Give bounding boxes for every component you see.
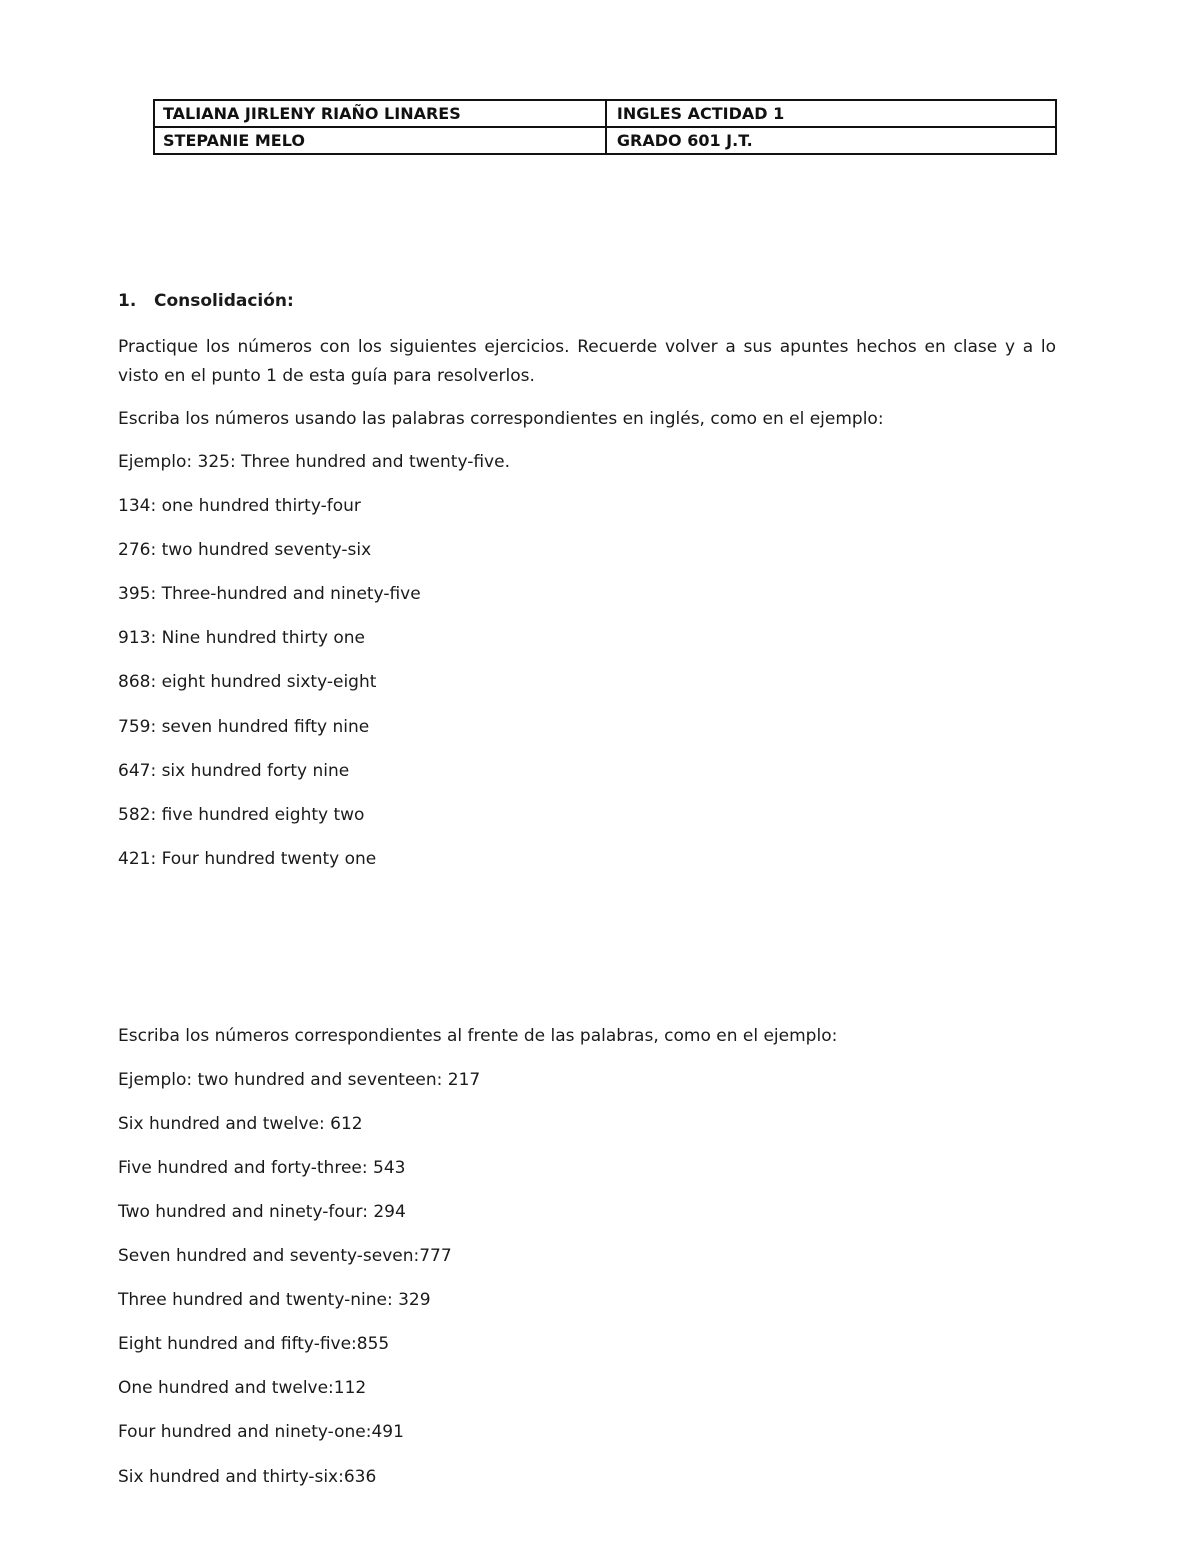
intro-paragraph: Practique los números con los siguientes ejercicios. Recuerde volver a sus apuntes hechos en clase y a lo visto en el punto 1 de esta guía para resolverlos. (118, 337, 1056, 386)
header-table (153, 99, 1057, 155)
activity-title: INGLES ACTIDAD 1 (606, 100, 1056, 127)
example-numbers: Ejemplo: two hundred and seventeen: 217 (118, 1070, 481, 1090)
answer-numbers-6: Eight hundred and fifty-five:855 (118, 1334, 390, 1354)
answer-words-6: 759: seven hundred fifty nine (118, 717, 370, 737)
answer-words-1: 134: one hundred thirty-four (118, 496, 361, 516)
answer-numbers-2: Five hundred and forty-three: 543 (118, 1158, 406, 1178)
answer-numbers-4: Seven hundred and seventy-seven:777 (118, 1246, 452, 1266)
answer-words-9: 421: Four hundred twenty one (118, 849, 377, 869)
example-words: Ejemplo: 325: Three hundred and twenty-five. (118, 452, 510, 472)
section-number: 1. (118, 291, 137, 311)
answer-numbers-7: One hundred and twelve:112 (118, 1378, 367, 1398)
student-name-2: STEPANIE MELO (154, 127, 606, 154)
answer-numbers-9: Six hundred and thirty-six:636 (118, 1467, 377, 1487)
instruction-numbers: Escriba los números correspondientes al frente de las palabras, como en el ejemplo: (118, 1026, 838, 1046)
answer-words-7: 647: six hundred forty nine (118, 761, 350, 781)
student-name-1: TALIANA JIRLENY RIAÑO LINARES (154, 100, 606, 127)
instruction-words: Escriba los números usando las palabras correspondientes en inglés, como en el ejemplo: (118, 409, 884, 429)
header-row-2 (154, 127, 1056, 154)
section-title: Consolidación: (154, 291, 294, 311)
answer-words-3: 395: Three-hundred and ninety-five (118, 584, 421, 604)
answer-words-8: 582: five hundred eighty two (118, 805, 365, 825)
answer-numbers-8: Four hundred and ninety-one:491 (118, 1422, 404, 1442)
answer-numbers-1: Six hundred and twelve: 612 (118, 1114, 363, 1134)
header-row-1 (154, 100, 1056, 127)
answer-numbers-5: Three hundred and twenty-nine: 329 (118, 1290, 431, 1310)
answer-numbers-3: Two hundred and ninety-four: 294 (118, 1202, 406, 1222)
answer-words-4: 913: Nine hundred thirty one (118, 628, 365, 648)
answer-words-2: 276: two hundred seventy-six (118, 540, 372, 560)
section-heading (118, 288, 294, 315)
grade-label: GRADO 601 J.T. (606, 127, 1056, 154)
answer-words-5: 868: eight hundred sixty-eight (118, 672, 377, 692)
